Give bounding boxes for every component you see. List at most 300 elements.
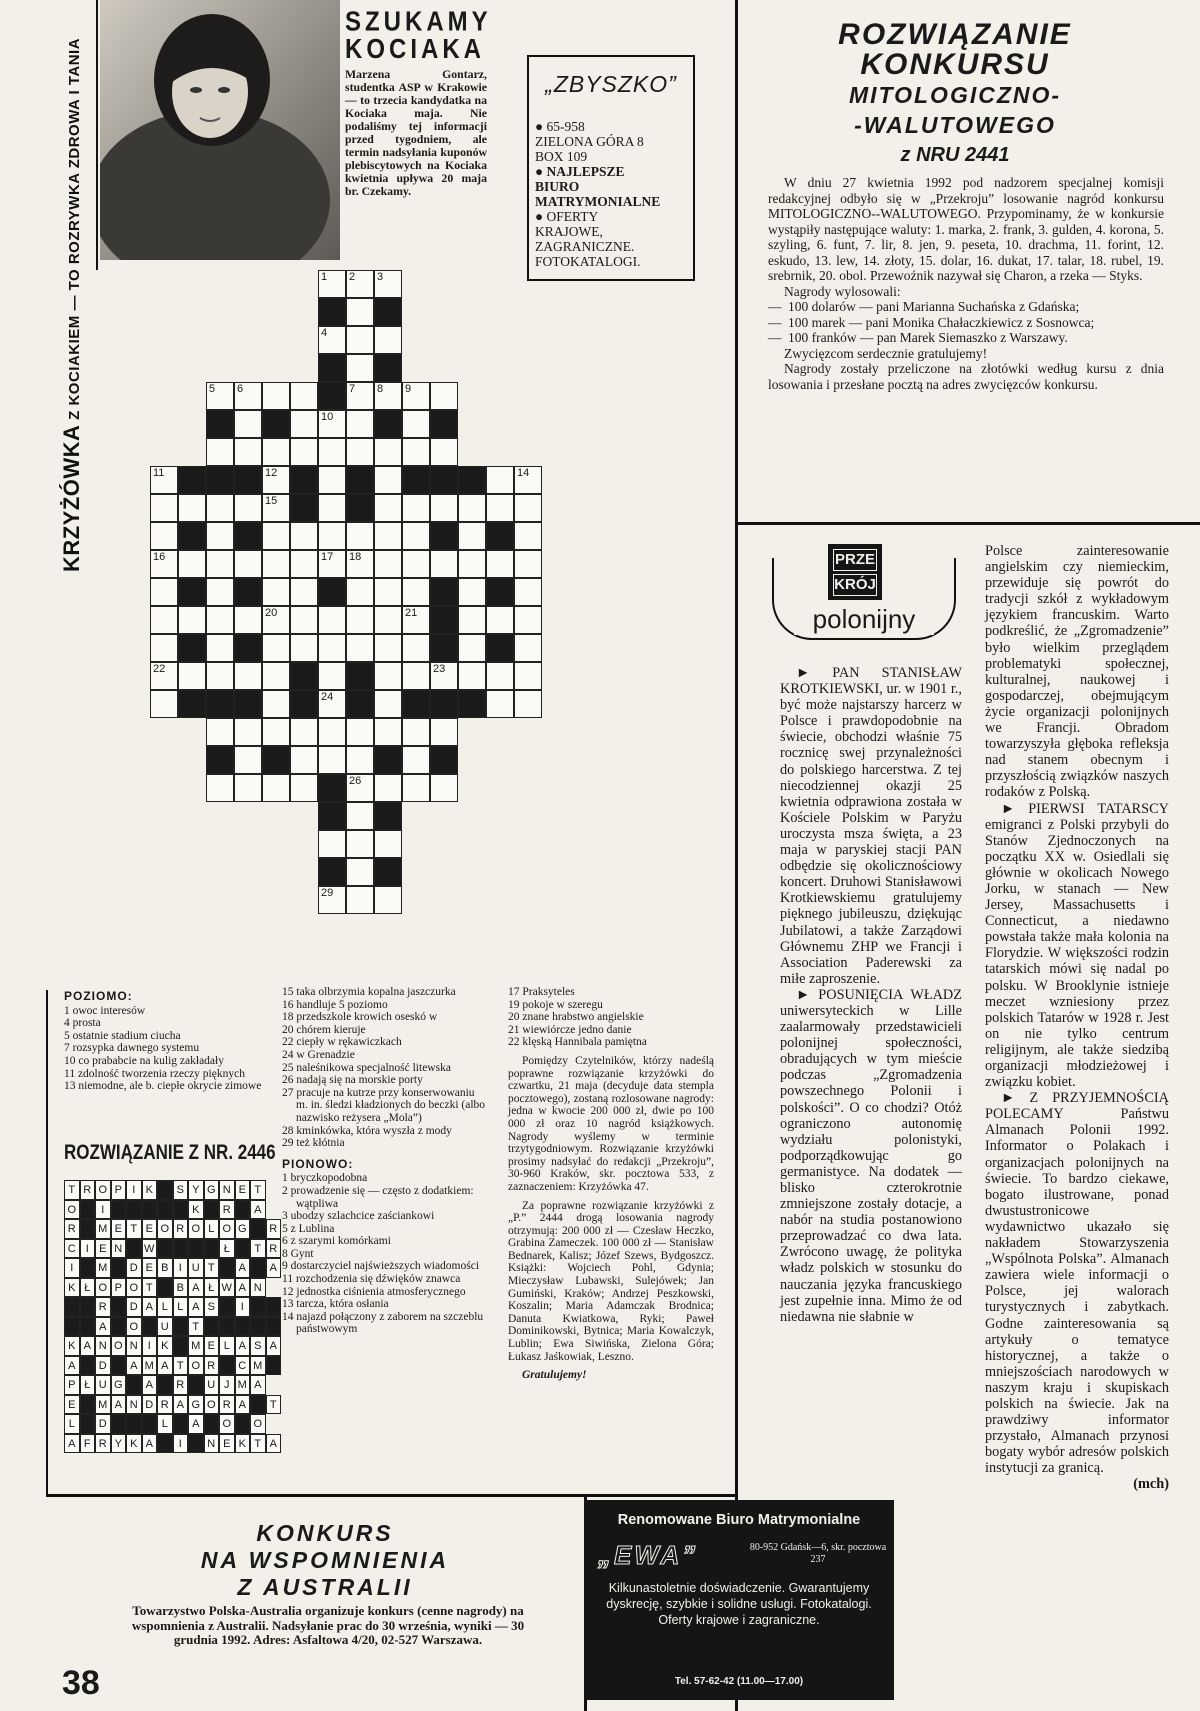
banner-word-krzyzowka: KRZYŻÓWKA (59, 424, 84, 573)
kociak-title-line2: KOCIAKA (345, 33, 485, 65)
crossword-cell[interactable] (318, 410, 346, 438)
crossword-cell[interactable] (318, 494, 346, 522)
solution-cell: N (219, 1180, 235, 1200)
crossword-black-cell (318, 858, 346, 886)
solution-cell: P (111, 1180, 127, 1200)
crossword-cell[interactable] (374, 438, 402, 466)
clue: 13 niemodne, ale b. ciepłe okrycie zimowe (64, 1080, 262, 1093)
crossword-cell[interactable] (374, 578, 402, 606)
crossword-cell[interactable] (234, 774, 262, 802)
crossword-cell[interactable] (318, 886, 346, 914)
crossword-cell[interactable] (514, 690, 542, 718)
crossword-cell[interactable] (514, 606, 542, 634)
solution-cell: I (64, 1258, 80, 1278)
crossword-cell[interactable] (514, 550, 542, 578)
crossword-cell[interactable] (318, 662, 346, 690)
solution-cell: T (250, 1434, 266, 1454)
clue: 4 prosta (64, 1017, 101, 1030)
clues-pionowo-heading: PIONOWO: (282, 1156, 354, 1171)
crossword-grid[interactable] (150, 270, 710, 960)
solution-cell: W (219, 1278, 235, 1298)
clue: 5 z Lublina (282, 1222, 335, 1235)
solution-title: ROZWIĄZANIE Z NR. 2446 (64, 1140, 276, 1164)
crossword-cell[interactable] (486, 690, 514, 718)
crossword-cell[interactable] (234, 438, 262, 466)
crossword-cell[interactable] (206, 718, 234, 746)
crossword-cell[interactable] (318, 270, 346, 298)
crossword-congrats: Gratulujemy! (522, 1369, 587, 1382)
crossword-cell[interactable] (346, 410, 374, 438)
crossword-cell[interactable] (206, 662, 234, 690)
solution-cell: M (188, 1336, 204, 1356)
crossword-black-cell (374, 298, 402, 326)
crossword-black-cell (374, 410, 402, 438)
prize-dash: — (768, 330, 782, 345)
crossword-cell[interactable] (318, 606, 346, 634)
crossword-cell[interactable] (402, 382, 430, 410)
crossword-black-cell (374, 858, 402, 886)
clue: 10 co prababcie na kulig zakładały (64, 1054, 224, 1067)
crossword-cell[interactable] (374, 886, 402, 914)
crossword-clue-number: 6 (237, 383, 244, 395)
crossword-cell[interactable] (262, 438, 290, 466)
crossword-cell[interactable] (402, 746, 430, 774)
solution-cell: A (142, 1434, 158, 1454)
crossword-clue-number: 1 (321, 271, 328, 283)
crossword-cell[interactable] (150, 522, 178, 550)
crossword-cell[interactable] (262, 662, 290, 690)
crossword-cell[interactable] (458, 578, 486, 606)
results-paragraph: Zwycięzcom serdecznie gratulujemy! (784, 345, 988, 361)
crossword-clue-number: 21 (405, 607, 418, 619)
crossword-cell[interactable] (374, 774, 402, 802)
crossword-cell[interactable] (234, 410, 262, 438)
solution-cell: A (126, 1356, 142, 1376)
solution-cell: D (95, 1356, 111, 1376)
solution-cell: W (142, 1239, 158, 1259)
crossword-cell[interactable] (290, 774, 318, 802)
crossword-cell[interactable] (374, 522, 402, 550)
crossword-cell[interactable] (234, 550, 262, 578)
crossword-cell[interactable] (346, 270, 374, 298)
crossword-cell[interactable] (374, 690, 402, 718)
crossword-cell[interactable] (234, 662, 262, 690)
crossword-black-cell (290, 662, 318, 690)
kociak-title (345, 6, 492, 65)
solution-cell: D (142, 1395, 158, 1415)
crossword-black-cell (486, 578, 514, 606)
solution-cell: M (235, 1375, 251, 1395)
crossword-cell[interactable] (374, 830, 402, 858)
crossword-black-cell (234, 634, 262, 662)
crossword-cell[interactable] (374, 382, 402, 410)
crossword-cell[interactable] (514, 634, 542, 662)
portrait-photo (100, 0, 340, 260)
solution-cell: U (204, 1375, 220, 1395)
crossword-cell[interactable] (374, 494, 402, 522)
crossword-cell[interactable] (430, 774, 458, 802)
solution-black-cell (80, 1356, 96, 1376)
column-divider-main (735, 0, 738, 1711)
crossword-cell[interactable] (318, 746, 346, 774)
crossword-cell[interactable] (234, 606, 262, 634)
solution-cell: Y (111, 1434, 127, 1454)
clues-poziomo-heading: POZIOMO: (64, 989, 133, 1003)
crossword-cell[interactable] (374, 634, 402, 662)
crossword-cell[interactable] (402, 522, 430, 550)
crossword-cell[interactable] (318, 438, 346, 466)
crossword-cell[interactable] (178, 606, 206, 634)
crossword-cell[interactable] (458, 662, 486, 690)
crossword-cell[interactable] (318, 690, 346, 718)
crossword-cell[interactable] (486, 662, 514, 690)
solution-cell: M (142, 1356, 158, 1376)
solution-black-cell (111, 1200, 127, 1220)
crossword-cell[interactable] (150, 494, 178, 522)
crossword-cell[interactable] (374, 606, 402, 634)
crossword-cell[interactable] (262, 774, 290, 802)
solution-cell: A (235, 1395, 251, 1415)
crossword-cell[interactable] (402, 718, 430, 746)
crossword-cell[interactable] (402, 606, 430, 634)
konkurs-title-line1: KONKURS (256, 1520, 394, 1546)
zbyszko-line: BIURO (535, 179, 580, 194)
crossword-cell[interactable] (402, 438, 430, 466)
crossword-cell[interactable] (262, 690, 290, 718)
solution-black-cell (188, 1434, 204, 1454)
crossword-black-cell (206, 466, 234, 494)
crossword-cell[interactable] (234, 746, 262, 774)
solution-black-cell (204, 1317, 220, 1337)
crossword-cell[interactable] (150, 662, 178, 690)
zbyszko-line: ● NAJLEPSZE (535, 164, 625, 179)
crossword-cell[interactable] (346, 578, 374, 606)
crossword-cell[interactable] (262, 466, 290, 494)
solution-cell: O (126, 1278, 142, 1298)
crossword-cell[interactable] (402, 774, 430, 802)
crossword-cell[interactable] (206, 774, 234, 802)
konkurs-title (70, 1520, 580, 1601)
solution-cell: U (157, 1317, 173, 1337)
crossword-cell[interactable] (374, 270, 402, 298)
solution-cell: O (219, 1414, 235, 1434)
solution-black-cell (250, 1395, 266, 1415)
crossword-black-cell (346, 494, 374, 522)
solution-cell: R (219, 1395, 235, 1415)
solution-cell: M (95, 1219, 111, 1239)
column-divider-left (96, 0, 98, 270)
crossword-cell[interactable] (178, 550, 206, 578)
crossword-cell[interactable] (458, 606, 486, 634)
banner-word-z-kociakiem: Z KOCIAKIEM (66, 315, 83, 420)
crossword-clue-number: 17 (321, 551, 334, 563)
solution-cell: I (173, 1434, 189, 1454)
crossword-cell[interactable] (346, 522, 374, 550)
clue: 25 naleśnikowa specjalność litewska (282, 1061, 451, 1074)
clue: 24 w Grenadzie (282, 1048, 355, 1061)
crossword-cell[interactable] (430, 662, 458, 690)
crossword-cell[interactable] (458, 494, 486, 522)
crossword-cell[interactable] (234, 718, 262, 746)
crossword-cell[interactable] (346, 326, 374, 354)
solution-cell: E (235, 1180, 251, 1200)
crossword-black-cell (262, 746, 290, 774)
solution-black-cell (204, 1200, 220, 1220)
solution-cell: D (126, 1258, 142, 1278)
crossword-clue-number: 24 (321, 691, 334, 703)
solution-cell: R (95, 1297, 111, 1317)
crossword-cell[interactable] (318, 550, 346, 578)
solution-black-cell (157, 1239, 173, 1259)
crossword-cell[interactable] (346, 718, 374, 746)
crossword-cell[interactable] (318, 718, 346, 746)
crossword-cell[interactable] (374, 326, 402, 354)
crossword-cell[interactable] (262, 606, 290, 634)
crossword-cell[interactable] (150, 634, 178, 662)
crossword-cell[interactable] (346, 606, 374, 634)
crossword-cell[interactable] (458, 550, 486, 578)
solution-cell: A (235, 1278, 251, 1298)
crossword-cell[interactable] (346, 802, 374, 830)
crossword-cell[interactable] (318, 830, 346, 858)
solution-cell: O (188, 1356, 204, 1376)
crossword-cell[interactable] (206, 382, 234, 410)
solution-cell: A (64, 1356, 80, 1376)
solution-black-cell (157, 1375, 173, 1395)
solution-cell: N (126, 1336, 142, 1356)
crossword-cell[interactable] (458, 634, 486, 662)
crossword-clue-number: 23 (433, 663, 446, 675)
crossword-clue-number: 10 (321, 411, 334, 423)
crossword-cell[interactable] (346, 886, 374, 914)
crossword-cell[interactable] (402, 410, 430, 438)
crossword-cell[interactable] (290, 522, 318, 550)
solution-cell: R (266, 1219, 282, 1239)
zbyszko-line: KRAJOWE, (535, 224, 603, 239)
crossword-black-cell (318, 774, 346, 802)
crossword-cell[interactable] (290, 634, 318, 662)
crossword-cell[interactable] (346, 774, 374, 802)
crossword-clue-number: 29 (321, 887, 334, 899)
crossword-cell[interactable] (374, 662, 402, 690)
solution-cell: M (250, 1356, 266, 1376)
solution-cell: O (95, 1180, 111, 1200)
crossword-cell[interactable] (346, 382, 374, 410)
results-title-line1: ROZWIĄZANIE (838, 18, 1072, 51)
crossword-cell[interactable] (346, 354, 374, 382)
crossword-cell[interactable] (318, 634, 346, 662)
crossword-black-cell (458, 690, 486, 718)
crossword-clue-number: 12 (265, 467, 278, 479)
kociak-title-line1: SZUKAMY (345, 6, 492, 38)
przekroj-logo (828, 544, 882, 600)
crossword-cell[interactable] (458, 522, 486, 550)
crossword-cell[interactable] (346, 550, 374, 578)
solution-black-cell (126, 1414, 142, 1434)
solution-black-cell (111, 1317, 127, 1337)
crossword-cell[interactable] (346, 298, 374, 326)
crossword-cell[interactable] (262, 382, 290, 410)
solution-cell: A (250, 1200, 266, 1220)
crossword-cell[interactable] (486, 466, 514, 494)
solution-cell: A (64, 1434, 80, 1454)
solution-black-cell (188, 1375, 204, 1395)
solution-black-cell (235, 1317, 251, 1337)
solution-cell: U (95, 1375, 111, 1395)
solution-black-cell (173, 1317, 189, 1337)
prize-text: 100 dolarów — pani Marianna Suchańska z Gdańska; (788, 299, 1080, 314)
crossword-cell[interactable] (402, 550, 430, 578)
crossword-cell[interactable] (150, 578, 178, 606)
solution-cell: I (173, 1258, 189, 1278)
solution-cell: L (204, 1219, 220, 1239)
konkurs-title-line2: NA WSPOMNIENIA (200, 1547, 450, 1573)
crossword-black-cell (178, 690, 206, 718)
crossword-cell[interactable] (262, 522, 290, 550)
crossword-cell[interactable] (290, 718, 318, 746)
crossword-cell[interactable] (150, 550, 178, 578)
crossword-black-cell (178, 634, 206, 662)
solution-cell: P (111, 1278, 127, 1298)
clue: 5 ostatnie stadium ciucha (64, 1029, 181, 1042)
clue: 11 rozchodzenia się dźwięków znawca (282, 1273, 461, 1286)
crossword-cell[interactable] (206, 606, 234, 634)
banner-rest: — TO ROZRYWKA ZDROWA I TANIA (66, 37, 83, 311)
crossword-black-cell (234, 522, 262, 550)
crossword-cell[interactable] (290, 578, 318, 606)
crossword-cell[interactable] (262, 550, 290, 578)
crossword-cell[interactable] (290, 550, 318, 578)
crossword-cell[interactable] (514, 494, 542, 522)
crossword-cell[interactable] (374, 718, 402, 746)
solution-cell: A (188, 1297, 204, 1317)
crossword-cell[interactable] (486, 606, 514, 634)
crossword-cell[interactable] (346, 634, 374, 662)
solution-cell: I (80, 1239, 96, 1259)
crossword-cell[interactable] (178, 494, 206, 522)
clue: 28 kminkówka, która wyszła z mody (282, 1124, 452, 1137)
crossword-cell[interactable] (374, 466, 402, 494)
crossword-cell[interactable] (262, 634, 290, 662)
crossword-cell[interactable] (346, 438, 374, 466)
crossword-black-cell (234, 690, 262, 718)
crossword-cell[interactable] (514, 662, 542, 690)
crossword-cell[interactable] (402, 662, 430, 690)
crossword-cell[interactable] (262, 578, 290, 606)
crossword-cell[interactable] (514, 466, 542, 494)
clue: 18 przedszkole krowich oseskó w (282, 1011, 438, 1024)
solution-cell: M (95, 1258, 111, 1278)
crossword-cell[interactable] (150, 690, 178, 718)
solution-black-cell (188, 1239, 204, 1259)
crossword-cell[interactable] (150, 466, 178, 494)
crossword-cell[interactable] (402, 578, 430, 606)
crossword-cell[interactable] (206, 634, 234, 662)
crossword-black-cell (262, 410, 290, 438)
clue: 6 z szarymi komórkami (282, 1235, 391, 1248)
crossword-cell[interactable] (262, 718, 290, 746)
results-title-line3: MITOLOGICZNO- (848, 82, 1062, 108)
solution-cell: T (142, 1278, 158, 1298)
clue: 20 znane hrabstwo angielskie (508, 1011, 644, 1024)
crossword-cell[interactable] (290, 382, 318, 410)
solution-black-cell (142, 1200, 158, 1220)
crossword-black-cell (290, 494, 318, 522)
solution-black-cell (111, 1297, 127, 1317)
crossword-cell[interactable] (346, 830, 374, 858)
crossword-cell[interactable] (206, 550, 234, 578)
crossword-cell[interactable] (374, 550, 402, 578)
crossword-cell[interactable] (430, 718, 458, 746)
crossword-cell[interactable] (290, 746, 318, 774)
kociak-text: Marzena Gontarz, studentka ASP w Krakowie — to trzecia kandydatka na Kociaka maja. Nie podaliśmy tej informacji przed tygodniem, ale termin nadsyłania kuponów plebiscytowych na Kociaka kwietnia upływa 20 maja br. Czekamy. (345, 67, 487, 198)
crossword-cell[interactable] (206, 438, 234, 466)
solution-black-cell (80, 1395, 96, 1415)
solution-cell: E (219, 1434, 235, 1454)
crossword-cell[interactable] (290, 606, 318, 634)
polonijny-paragraph: ► PIERWSI TATARSCY emigranci z Polski przybyli do Stanów Zjednoczonych na początku XX w. Osiedlali się głównie w okolicach Nowego Jorku, w stanach — New Jersey, Massachusetts i Connecticut, a niedawno powstała także mała kolonia na Florydzie. W większości rodzin tatarskich mówi się nadal po polsku. W Brooklynie istnieje meczet wzniesiony przez polskich Tatarów w 1928 r. Jest on nie tylko centrum religijnym, ale także siedzibą organizacji młodzieżowej i związku kobiet. (985, 800, 1169, 1091)
crossword-cell[interactable] (430, 550, 458, 578)
crossword-cell[interactable] (234, 494, 262, 522)
clue: 22 ciepły w rękawiczkach (282, 1036, 402, 1049)
crossword-cell[interactable] (206, 494, 234, 522)
results-paragraph: W dniu 27 kwietnia 1992 pod nadzorem specjalnej komisji redakcyjnej odbyło się w „Przekroju” losowanie nagród konkursu MITOLOGICZNO--WALUTOWEGO. Przypominamy, że w konkursie wystąpiły następujące waluty: 1. marka, 2. frank, 3. gulden, 4. korona, 5. szyling, 6. funt, 7. lir, 8. jen, 9. peseta, 10. drachma, 11. forint, 12. eskudo, 13. lew, 14. złoty, 15. dolar, 16. dukat, 17. talar, 18. rubel, 19. srebrnik, 20. obol. Przewoźnik nazywał się Charon, a rzeka — Styks. (768, 175, 1164, 283)
polonijny-paragraph: ► Z PRZYJEMNOŚCIĄ POLECAMY Państwu Almanach Polonii 1992. Informator o Polakach i organizacjach polonijnych na świecie. To bardzo ciekawe, bogato ilustrowane, ponad dwustustronicowe wydawnictwo ukazało się nakładem Stowarzyszenia „Wspólnota Polska”. Almanach zawiera wiele informacji o Polsce, jej walorach turystycznych i zabytkach. Godne zainteresowania są artykuły o tematyce historycznej, a także o mniejszościach narodowych w naszym kraju i skupiskach polskich na świecie. Jak na prawdziwy informator przystało, Almanach przynosi bogaty wybór adresów polskich instytucji za granicą. (985, 1090, 1169, 1477)
crossword-cell[interactable] (430, 494, 458, 522)
crossword-cell[interactable] (514, 522, 542, 550)
solution-cell: N (204, 1434, 220, 1454)
crossword-cell[interactable] (206, 522, 234, 550)
crossword-cell[interactable] (178, 662, 206, 690)
crossword-cell[interactable] (290, 438, 318, 466)
crossword-cell[interactable] (346, 746, 374, 774)
crossword-cell[interactable] (206, 578, 234, 606)
crossword-cell[interactable] (318, 522, 346, 550)
ewa-phone: Tel. 57-62-42 (11.00—17.00) (674, 1676, 804, 1687)
crossword-cell[interactable] (234, 382, 262, 410)
solution-cell: A (111, 1395, 127, 1415)
crossword-cell[interactable] (262, 494, 290, 522)
polonijny-word: polonijny (794, 604, 934, 635)
crossword-cell[interactable] (346, 858, 374, 886)
solution-black-cell (219, 1297, 235, 1317)
crossword-cell[interactable] (318, 466, 346, 494)
solution-cell: R (173, 1375, 189, 1395)
crossword-cell[interactable] (486, 550, 514, 578)
crossword-cell[interactable] (514, 578, 542, 606)
solution-cell: E (64, 1395, 80, 1415)
crossword-black-cell (234, 578, 262, 606)
crossword-clue-number: 3 (377, 271, 384, 283)
signature: (mch) (1133, 1476, 1169, 1493)
solution-cell: T (250, 1239, 266, 1259)
crossword-cell[interactable] (150, 606, 178, 634)
crossword-cell[interactable] (402, 494, 430, 522)
crossword-cell[interactable] (318, 326, 346, 354)
crossword-cell[interactable] (430, 382, 458, 410)
results-body (768, 175, 1164, 392)
zbyszko-line: MATRYMONIALNE (535, 194, 661, 209)
crossword-clue-number: 22 (153, 663, 166, 675)
solution-cell: N (250, 1278, 266, 1298)
crossword-black-cell (318, 382, 346, 410)
crossword-cell[interactable] (402, 634, 430, 662)
crossword-cell[interactable] (430, 438, 458, 466)
solution-black-cell (111, 1258, 127, 1278)
crossword-cell[interactable] (486, 494, 514, 522)
crossword-cell[interactable] (290, 410, 318, 438)
prize-dash: — (768, 314, 782, 330)
